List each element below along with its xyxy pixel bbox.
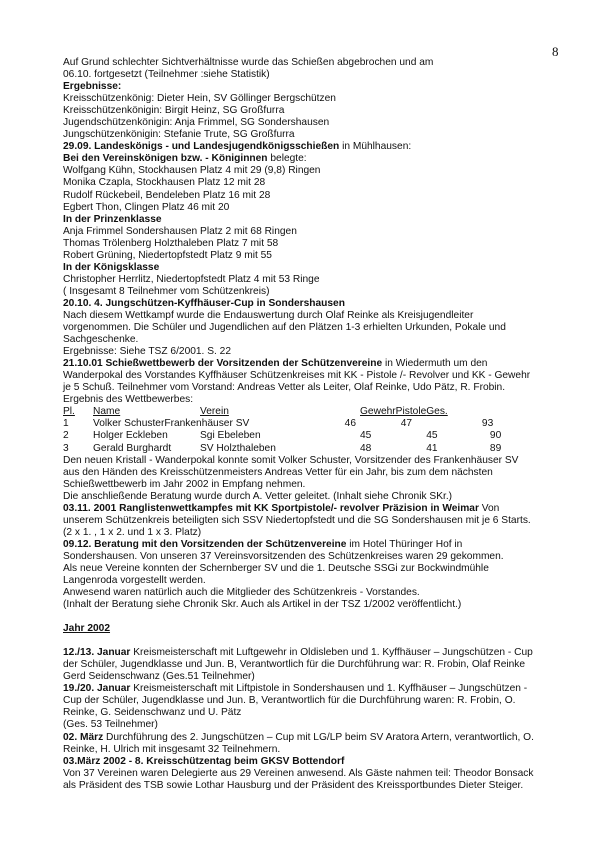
text-line [63, 358, 563, 370]
text-line [63, 310, 563, 322]
bold-text: Ergebnisse: [63, 81, 122, 93]
table-cell: 47 [400, 418, 413, 430]
bold-text: 20.10. 4. Jungschützen-Kyffhäuser-Cup in Sondershausen [63, 297, 345, 309]
text-line [63, 780, 563, 792]
bold-text: 19./20. Januar [63, 683, 131, 695]
table-cell: Sgi Ebeleben [200, 430, 261, 442]
text: aus den Händen des Kreisschützenmeisters Andreas Vetter für ein Jahr, bis zum dem nächsten [63, 466, 493, 478]
table-row [63, 443, 501, 455]
text: in Mühlhausen: [339, 141, 412, 153]
text: vorgenommen. Die Schüler und Jugendlichen auf den Plätzen 1-3 erhielten Urkunden, Pokale und [63, 322, 506, 334]
table-cell [317, 443, 360, 455]
section-2002-events [63, 647, 563, 792]
document-body [63, 57, 563, 792]
text: Rudolf Rückebeil, Bendeleben Platz 16 mit 28 [63, 189, 271, 201]
table-cell: Volker SchusterFrankenhäuser SV [93, 418, 250, 430]
text-line [63, 105, 563, 117]
text-line [63, 768, 563, 780]
results-table [63, 406, 501, 454]
text-line [63, 479, 563, 491]
text: Durchführung des 2. Jungschützen – Cup mit LG/LP beim SV Aratora Artern, verantwortlich, O. [103, 731, 534, 743]
text-line [63, 165, 563, 177]
text: (Inhalt der Beratung siehe Chronik Skr. Auch als Artikel in der TSZ 1/2002 veröffentlicht.) [63, 599, 462, 611]
header-cell: Verein [200, 406, 229, 418]
text-line [63, 587, 563, 599]
text-line [63, 226, 563, 238]
text-line [63, 455, 563, 467]
text-line [63, 382, 563, 394]
table-cell: 89 [489, 442, 502, 454]
header-cell: Name [93, 406, 121, 418]
text-line [63, 575, 563, 587]
text-line [63, 129, 563, 141]
table-cell: Holger Eckleben [93, 430, 168, 442]
table-cell: 93 [481, 418, 494, 430]
table-cell: 2 [63, 430, 69, 442]
text-line [63, 202, 563, 214]
text-line [63, 93, 563, 105]
header-cell [466, 406, 501, 418]
bold-text: 09.12. Beratung mit den Vorsitzenden der Schützenvereine [63, 538, 347, 550]
text: (Ges. 53 Teilnehmer) [63, 719, 158, 731]
header-cell: Ges. [426, 406, 448, 418]
text-line [63, 177, 563, 189]
bold-text: 02. März [63, 731, 104, 743]
text-line [63, 659, 563, 671]
text: Egbert Thon, Clingen Platz 46 mit 20 [63, 201, 230, 213]
bold-text: In der Prinzenklasse [63, 213, 162, 225]
text: Wolfgang Kühn, Stockhausen Platz 4 mit 29 (9,8) Ringen [63, 165, 321, 177]
text: Anwesend waren natürlich auch die Mitglieder des Schützenkreis - Vorstandes. [63, 587, 420, 599]
bold-text: 21.10.01 Schießwettbewerb der Vorsitzenden der Schützenvereine [63, 358, 383, 370]
text-line [63, 250, 563, 262]
text-line [63, 756, 563, 768]
text: Gerd Seidenschwanz (Ges.51 Teilnehmer) [63, 671, 255, 683]
table-row [63, 418, 501, 430]
text-line [63, 286, 563, 298]
year-heading: Jahr 2002 [63, 623, 111, 635]
header-cell: Pl. [63, 406, 75, 418]
text: Schießwettbewerb im Jahr 2002 in Empfang nehmen. [63, 478, 306, 490]
text: Von 37 Vereinen waren Delegierte aus 29 Vereinen anwesend. Als Gäste nahmen teil: Theodor Bonsack [63, 767, 534, 779]
text: Nach diesem Wettkampf wurde die Endauswertung durch Olaf Reinke als Kreisjugendleiter [63, 309, 474, 321]
text: Sondershausen. Von unseren 37 Vereinsvorsitzenden des Schützenkreises waren 29 gekommen. [63, 550, 504, 562]
text: im Hotel Thüringer Hof in [346, 538, 463, 550]
table-row [63, 430, 501, 442]
text: Kreisschützenkönig: Dieter Hein, SV Göllinger Bergschützen [63, 93, 336, 105]
section-2001-events [63, 57, 563, 406]
bold-text: 03.März 2002 - 8. Kreisschützentag beim GKSV Bottendorf [63, 755, 345, 767]
text: Von [478, 502, 500, 514]
text-line [63, 141, 563, 153]
bold-text: In der Königsklasse [63, 261, 160, 273]
text: Wanderpokal des Vorstandes Kyffhäuser Schützenkreises mit KK - Pistole /- Revolver und KK - Gewehr [63, 370, 531, 382]
text-line [63, 539, 563, 551]
table-cell: Gerald Burghardt [93, 442, 172, 454]
text: Anja Frimmel Sondershausen Platz 2 mit 68 Ringen [63, 225, 297, 237]
text-line [63, 57, 563, 69]
page-number: 8 [552, 44, 559, 59]
text: Jungschützenkönigin: Stefanie Trute, SG Großfurra [63, 129, 295, 141]
text-line [63, 599, 563, 611]
text: Ergebnis des Wettbewerbes: [63, 394, 194, 406]
text-line [63, 744, 563, 756]
text: Jugendschützenkönigin: Anja Frimmel, SG Sondershausen [63, 117, 330, 129]
table-cell: 45 [426, 430, 438, 442]
text: Langenroda vorgestellt werden. [63, 575, 206, 587]
text: Kreismeisterschaft mit Luftgewehr in Oldisleben und 1. Kyffhäuser – Jungschützen - Cup [130, 647, 533, 659]
text: unserem Schützenkreis beteiligten sich SSV Niedertopfstedt und die SG Sondershausen mit je 6 Starts. [63, 514, 531, 526]
bold-text: Bei den Vereinskönigen bzw. - Königinnen [63, 153, 268, 165]
text-line [63, 370, 563, 382]
text: Monika Czapla, Stockhausen Platz 12 mit 28 [63, 177, 266, 189]
table-cell [426, 418, 466, 430]
text-line [63, 527, 563, 539]
text-line [63, 467, 563, 479]
table-cell: 3 [63, 442, 69, 454]
text-line [63, 683, 563, 695]
text: Als neue Vereine konnten der Schernberger SV und die 1. Deutsche SSGi zur Bockwindmühle [63, 562, 489, 574]
section-late-2001 [63, 455, 563, 612]
text-line [63, 262, 563, 274]
text: Kreismeisterschaft mit Liftpistole in Sondershausen und 1. Kyffhäuser – Jungschützen - [130, 683, 528, 695]
text: der Schüler, Jugendklasse und Jun. B, Verantwortlich für die Durchführung war: R. Frobin, Olaf Reinke [63, 659, 526, 671]
text-line [63, 491, 563, 503]
text-line [63, 214, 563, 226]
table-header-row [63, 406, 501, 418]
text: Reinke, H. Ulrich mit insgesamt 32 Teilnehmern. [63, 743, 281, 755]
text-line [63, 274, 563, 286]
text: Die anschließende Beratung wurde durch A. Vetter geleitet. (Inhalt siehe Chronik SKr.) [63, 490, 453, 502]
table-cell [401, 430, 426, 442]
bold-text: 12./13. Januar [63, 647, 131, 659]
table-cell [401, 443, 426, 455]
text-line [63, 515, 563, 527]
text-line [63, 346, 563, 358]
text: ( Insgesamt 8 Teilnehmer vom Schützenkreis) [63, 285, 270, 297]
text: Robert Grüning, Niedertopfstedt Platz 9 mit 55 [63, 249, 272, 261]
text: Kreisschützenkönigin: Birgit Heinz, SG Großfurra [63, 105, 285, 117]
text: 06.10. fortgesetzt (Teilnehmer :siehe Statistik) [63, 69, 270, 81]
text: Ergebnisse: Siehe TSZ 6/2001. S. 22 [63, 346, 232, 358]
text-line [63, 719, 563, 731]
text-line [63, 695, 563, 707]
header-cell: GewehrPistole [360, 406, 427, 418]
text: Thomas Trölenberg Holzthaleben Platz 7 mit 58 [63, 237, 279, 249]
text: (2 x 1. , 1 x 2. und 1 x 3. Platz) [63, 526, 202, 538]
text-line [63, 563, 563, 575]
text: Christopher Herrlitz, Niedertopfstedt Platz 4 mit 53 Ringe [63, 273, 320, 285]
table-cell: 1 [63, 418, 69, 430]
text-line [63, 503, 563, 515]
text-line [63, 238, 563, 250]
table-cell [360, 418, 401, 430]
text-line [63, 298, 563, 310]
table-cell: 46 [344, 418, 356, 430]
text: Sachgeschenke. [63, 334, 139, 346]
text: in Wiedermuth um den [382, 358, 488, 370]
bold-text: 29.09. Landeskönigs - und Landesjugendkönigsschießen [63, 141, 340, 153]
text-line [63, 190, 563, 202]
text-line [63, 334, 563, 346]
table-cell: SV Holzthaleben [200, 442, 276, 454]
text-line [63, 707, 563, 719]
text: Reinke, G. Seidenschwanz und U. Pätz [63, 707, 242, 719]
text-line [63, 322, 563, 334]
text: Auf Grund schlechter Sichtverhältnisse wurde das Schießen abgebrochen und am [63, 57, 434, 68]
text-line [63, 551, 563, 563]
text-line [63, 732, 563, 744]
text-line [63, 117, 563, 129]
table-cell [317, 430, 360, 442]
text: je 5 Schuß. Teilnehmer vom Vorstand: Andreas Vetter als Leiter, Olaf Reinke, Udo Pätz, R. Frobin. [63, 382, 506, 394]
table-cell: 41 [426, 442, 438, 454]
text: Cup der Schüler, Jugendklasse und Jun. B, Verantwortlich für die Durchführung waren: R. Frobin, O. [63, 695, 516, 707]
text-line [63, 81, 563, 93]
header-cell [317, 406, 360, 418]
text-line [63, 647, 563, 659]
table-cell: 45 [360, 430, 372, 442]
text: belegte: [267, 153, 307, 165]
table-cell: 48 [360, 442, 372, 454]
bold-text: 03.11. 2001 Ranglistenwettkampfes mit KK Sportpistole/- revolver Präzision in Weimar [63, 502, 479, 514]
table-cell: 90 [489, 430, 502, 442]
text-line [63, 394, 563, 406]
text-line [63, 69, 563, 81]
text-line [63, 153, 563, 165]
text: Den neuen Kristall - Wanderpokal konnte somit Volker Schuster, Vorsitzender des Frankenhäuser SV [63, 454, 519, 466]
text: als Präsident des TSB sowie Lothar Hausburg und der Präsident des Kreissportbundes Dieter Steiger. [63, 779, 524, 791]
text-line [63, 671, 563, 683]
